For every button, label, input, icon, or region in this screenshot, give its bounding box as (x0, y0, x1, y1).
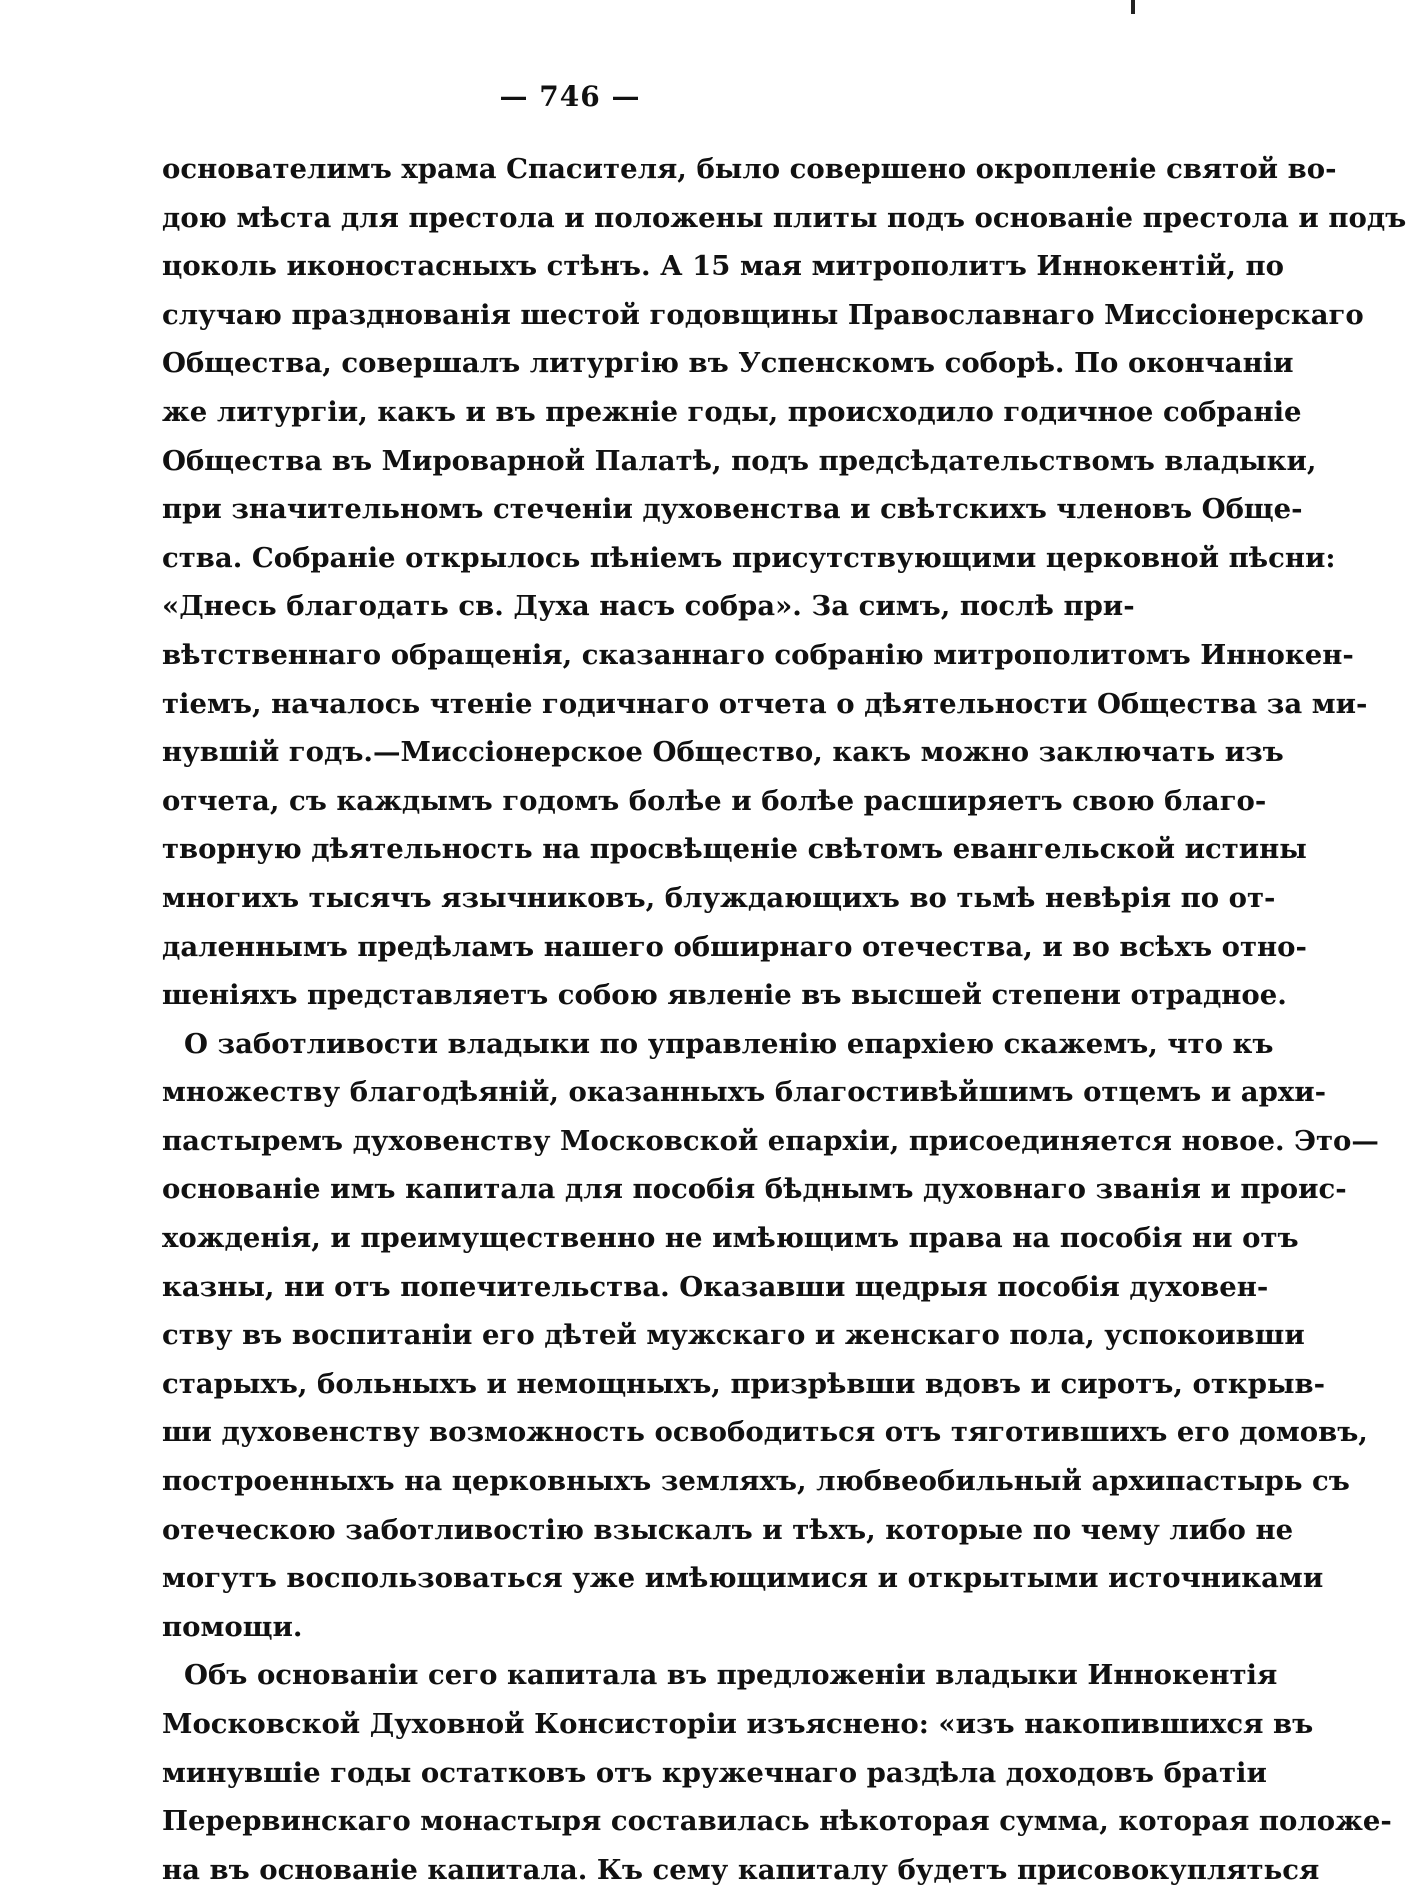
text-line: шеніяхъ представляетъ собою явленіе въ высшей степени отрадное. (162, 979, 1287, 1012)
text-line: могутъ воспользоваться уже имѣющимися и открытыми источниками (162, 1562, 1324, 1595)
text-line: вѣтственнаго обращенія, сказаннаго собранію митрополитомъ Иннокен- (162, 638, 1354, 671)
text-line: нувшій годъ.—Миссіонерское Общество, какъ можно заключать изъ (162, 736, 1284, 769)
text-line: Московской Духовной Консисторіи изъяснено: «изъ накопившихся въ (162, 1708, 1314, 1740)
text-line: «Днесь благодать св. Духа насъ собра». За симъ, послѣ при- (162, 590, 1135, 623)
text-line: многихъ тысячъ язычниковъ, блуждающихъ во тьмѣ невѣрія по от- (162, 881, 1276, 914)
text-line: ству въ воспитаніи его дѣтей мужскаго и женскаго пола, успокоивши (162, 1319, 1305, 1352)
text-line: при значительномъ стеченіи духовенства и свѣтскихъ членовъ Обще- (162, 493, 1303, 526)
text-line: построенныхъ на церковныхъ земляхъ, любвеобильный архипастырь съ (162, 1465, 1350, 1498)
text-line: старыхъ, больныхъ и немощныхъ, призрѣвши вдовъ и сиротъ, открыв- (162, 1367, 1326, 1400)
text-line: отчета, съ каждымъ годомъ болѣе и болѣе расширяетъ свою благо- (162, 784, 1267, 817)
text-line: О заботливости владыки по управленію епархіею скажемъ, что къ (184, 1027, 1274, 1060)
text-line: хожденія, и преимущественно не имѣющимъ права на пособія ни отъ (162, 1222, 1299, 1255)
text-line: основаніе имъ капитала для пособія бѣднымъ духовнаго званія и проис- (162, 1173, 1347, 1206)
text-line: даленнымъ предѣламъ нашего обширнаго отечества, и во всѣхъ отно- (162, 930, 1307, 963)
paragraph-container (162, 145, 1406, 1894)
text-line: дою мѣста для престола и положены плиты подъ основаніе престола и подъ (162, 201, 1406, 234)
text-line: Перервинскаго монастыря составилась нѣкоторая сумма, которая положе- (162, 1805, 1392, 1838)
text-line: Общества въ Мироварной Палатѣ, подъ предсѣдательствомъ владыки, (162, 444, 1317, 477)
body-text (162, 145, 1406, 1894)
text-line: случаю празднованія шестой годовщины Православнаго Миссіонерскаго (162, 298, 1364, 331)
text-line: цоколь иконостасныхъ стѣнъ. А 15 мая митрополитъ Иннокентій, по (162, 250, 1284, 283)
text-line: тіемъ, началось чтеніе годичнаго отчета о дѣятельности Общества за ми- (162, 687, 1368, 720)
text-line: ства. Собраніе открылось пѣніемъ присутствующими церковной пѣсни: (162, 541, 1336, 574)
text-line: Общества, совершалъ литургію въ Успенскомъ соборѣ. По окончаніи (162, 347, 1294, 380)
text-line: казны, ни отъ попечительства. Оказавши щедрыя пособія духовен- (162, 1270, 1269, 1303)
text-line: пастыремъ духовенству Московской епархіи, присоединяется новое. Это— (162, 1124, 1379, 1157)
paragraph (162, 145, 1406, 1020)
text-line: помощи. (162, 1610, 303, 1643)
scan-edge-mark (1131, 0, 1135, 14)
text-line: же литургіи, какъ и въ прежніе годы, происходило годичное собраніе (162, 395, 1302, 428)
text-line: на въ основаніе капитала. Къ сему капиталу будетъ присовокупляться (162, 1853, 1320, 1886)
page-number: — 746 — (499, 80, 641, 113)
text-line: множеству благодѣяній, оказанныхъ благостивѣйшимъ отцемъ и архи- (162, 1076, 1327, 1109)
text-line: основателимъ храма Спасителя, было совершено окропленіе святой во- (162, 153, 1337, 185)
text-line: творную дѣятельность на просвѣщеніе свѣтомъ евангельской истины (162, 833, 1307, 866)
text-line: ши духовенству возможность освободиться отъ тяготившихъ его домовъ, (162, 1416, 1368, 1449)
paragraph (162, 1651, 1392, 1894)
text-line: отеческою заботливостію взыскалъ и тѣхъ, которые по чему либо не (162, 1513, 1294, 1546)
paragraph (162, 1020, 1379, 1652)
text-line: минувшіе годы остатковъ отъ кружечнаго раздѣла доходовъ братіи (162, 1756, 1267, 1789)
text-line: Объ основаніи сего капитала въ предложеніи владыки Иннокентія (184, 1659, 1278, 1692)
